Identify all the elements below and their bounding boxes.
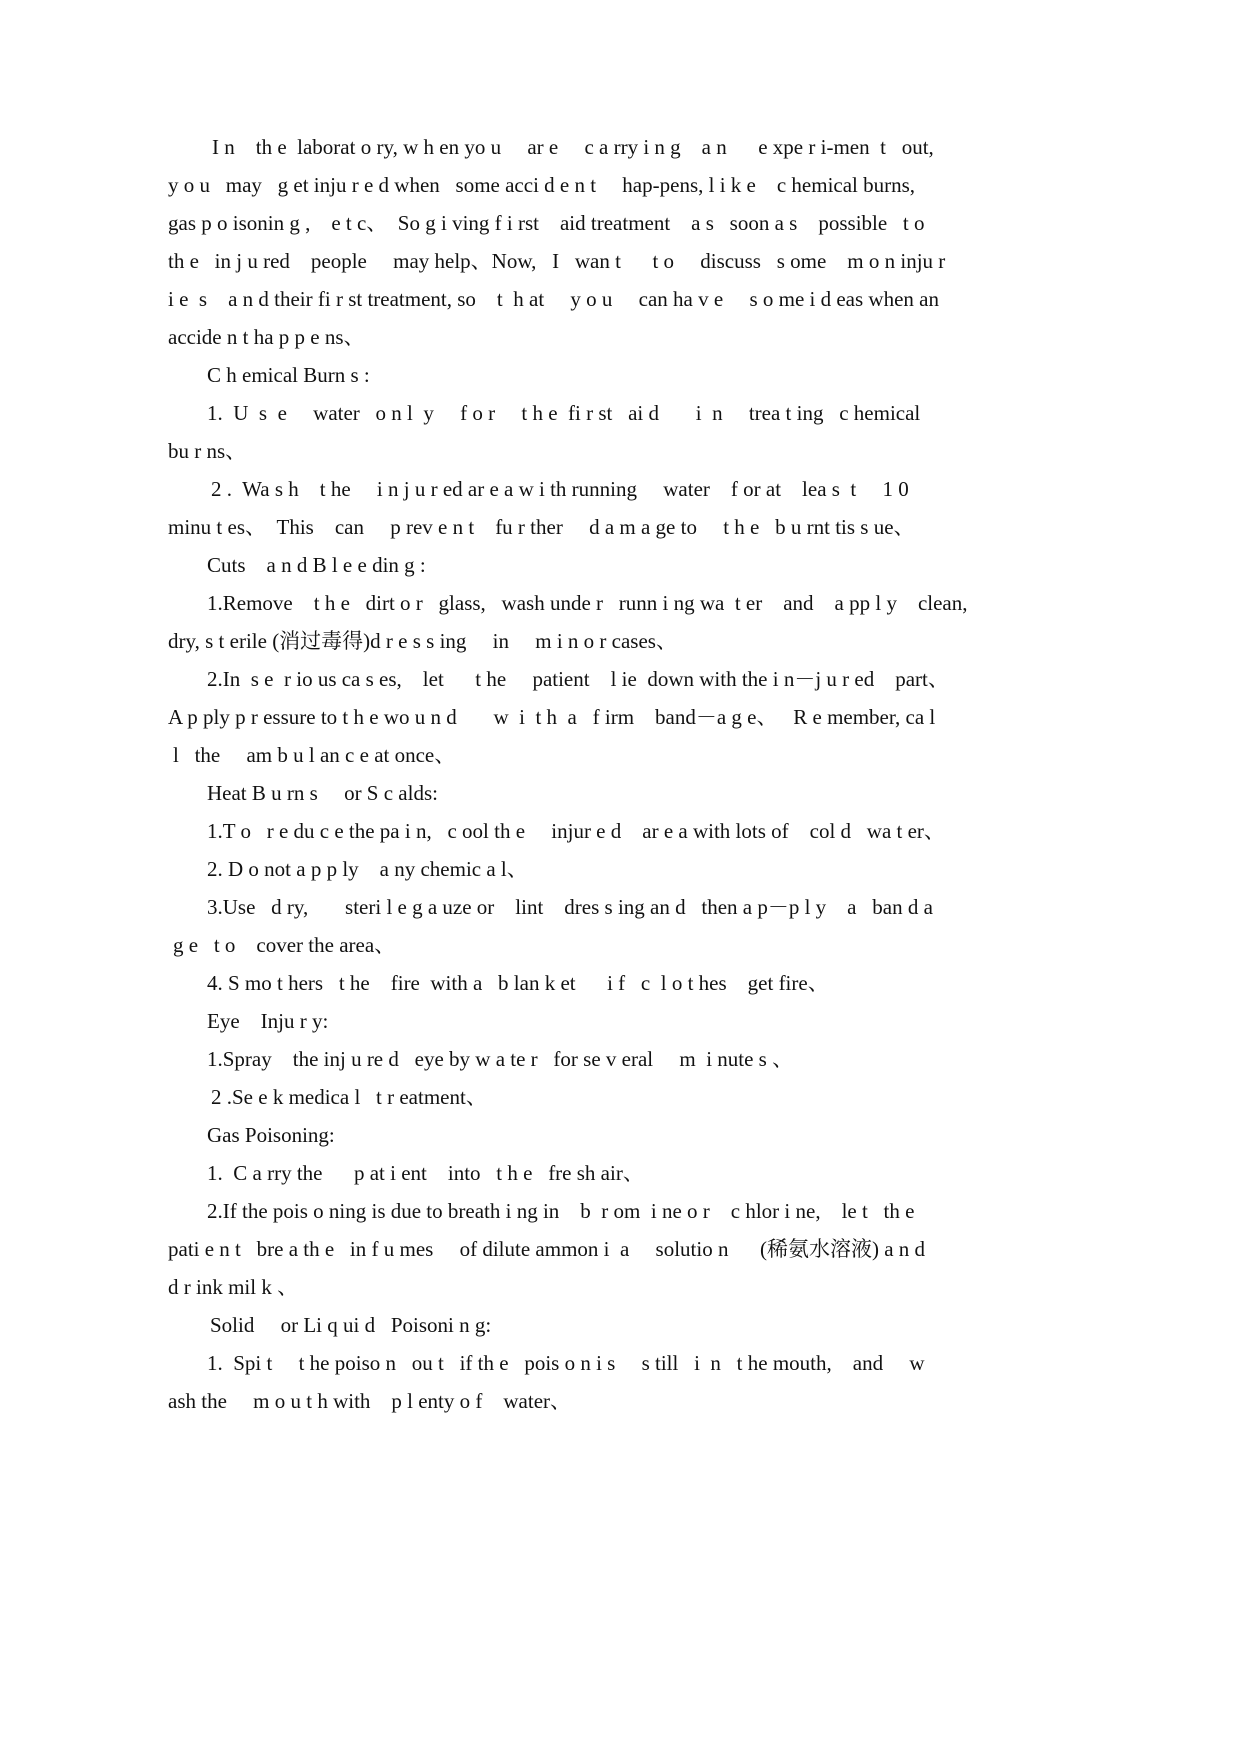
section-heading: Heat B u rn s or S c alds: (207, 781, 438, 805)
text-line: gas p o isonin g , e t c、 So g i ving f i rst aid treatment a s soon a s possible t o (168, 211, 925, 235)
text-line: pati e n t bre a th e in f u mes of dilute ammon i a solutio n (稀氨水溶液) a n d (168, 1237, 926, 1261)
text-line: I n th e laborat o ry, w h en yo u ar e c a rry i n g a n e xpe r i-men t out, (212, 135, 934, 159)
text-line: th e in j u red people may help、Now, I wan t t o discuss s ome m o n inju r (168, 249, 946, 273)
text-line: y o u may g et inju r e d when some acci d e n t hap-pens, l i k e c hemical burns, (168, 173, 916, 197)
text-line: 1.Spray the inj u re d eye by w a te r for se v eral m i nute s 、 (207, 1047, 794, 1071)
text-line: 3.Use d ry, steri l e g a uze or lint dres s ing an d then a p－p l y a ban d a (207, 895, 933, 919)
text-line: 2 . Wa s h t he i n j u r ed ar e a w i th running water f or at lea s t 1 0 (211, 477, 909, 501)
text-line: dry, s t erile (消过毒得)d r e s s ing in m i n o r cases、 (168, 629, 677, 653)
text-line: 4. S mo t hers t he fire with a b lan k et i f c l o t hes get fire、 (207, 971, 829, 995)
text-line: ash the m o u t h with p l enty o f water、 (168, 1389, 572, 1413)
text-line: 2. D o not a p p ly a ny chemic a l、 (207, 857, 528, 881)
text-line: 1. Spi t t he poiso n ou t if th e pois o n i s s till i n t he mouth, and w (207, 1351, 925, 1375)
text-line: accide n t ha p p e ns、 (168, 325, 365, 349)
text-line: 1. U s e water o n l y f o r t h e fi r st ai d i n trea t ing c hemical (207, 401, 921, 425)
text-line: 1. C a rry the p at i ent into t h e fre sh air、 (207, 1161, 644, 1185)
section-heading: C h emical Burn s : (207, 363, 370, 387)
text-line: bu r ns、 (168, 439, 247, 463)
section-heading: Eye Inju r y: (207, 1009, 329, 1033)
section-heading: Solid or Li q ui d Poisoni n g: (210, 1313, 492, 1337)
text-line: 1.Remove t h e dirt o r glass, wash unde r runn i ng wa t er and a pp l y clean, (207, 591, 968, 615)
text-line: i e s a n d their fi r st treatment, so t h at y o u can ha v e s o me i d eas when an (168, 287, 939, 311)
text-line: A p ply p r essure to t h e wo u n d w i t h a f irm band－a g e、 R e member, ca l (168, 705, 936, 729)
section-heading: Gas Poisoning: (207, 1123, 335, 1147)
text-line: l the am b u l an c e at once、 (173, 743, 456, 767)
text-line: g e t o cover the area、 (173, 933, 396, 957)
text-line: minu t es、 This can p rev e n t fu r ther d a m a ge to t h e b u rnt tis s ue、 (168, 515, 915, 539)
text-line: 1.T o r e du c e the pa i n, c ool th e injur e d ar e a with lots of col d wa t er、 (207, 819, 945, 843)
text-line: 2.If the pois o ning is due to breath i ng in b r om i ne o r c hlor i ne, le t th e (207, 1199, 915, 1223)
section-heading: Cuts a n d B l e e din g : (207, 553, 426, 577)
text-line: d r ink mil k 、 (168, 1275, 299, 1299)
text-line: 2 .Se e k medica l t r eatment、 (211, 1085, 487, 1109)
text-line: 2.In s e r io us ca s es, let t he patient l ie down with the i n－j u r ed part、 (207, 667, 949, 691)
